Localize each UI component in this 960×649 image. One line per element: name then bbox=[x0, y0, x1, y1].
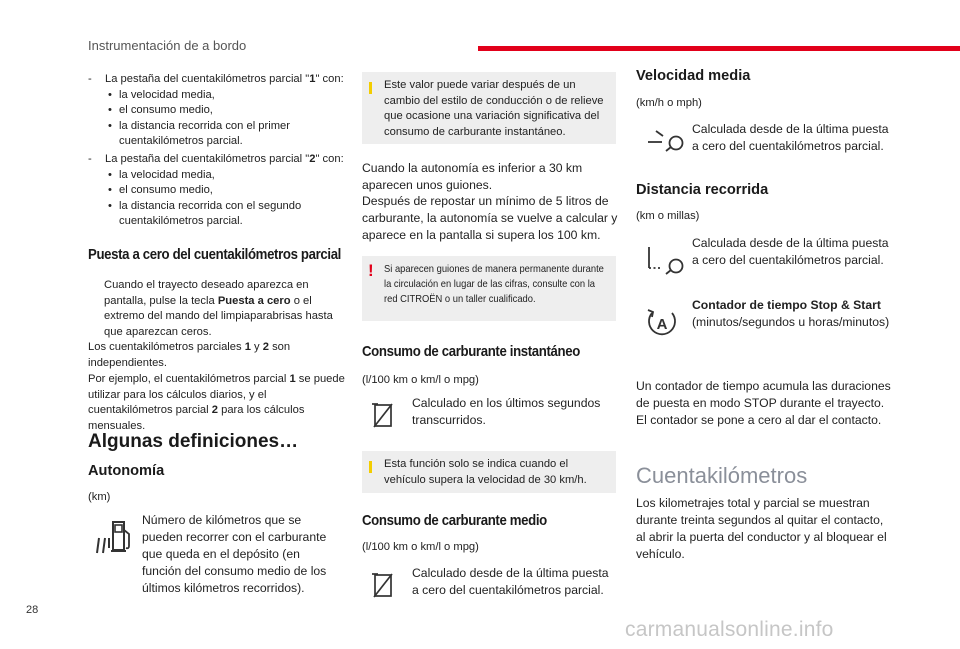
distance-text: Calculada desde de la última puesta a cero del cuentakilómetros parcial. bbox=[692, 236, 889, 267]
average-consumption-heading: Consumo de carburante medio bbox=[362, 512, 547, 529]
list-item: • el consumo medio, bbox=[105, 103, 350, 119]
stop-start-para: Un contador de tiempo acumula las duraciones de puesta en modo STOP durante el trayecto. El contador se pone a cero al dar el contacto. bbox=[636, 379, 891, 427]
stop-start-title: Contador de tiempo Stop & Start bbox=[692, 298, 881, 312]
note-text: Esta función solo se indica cuando el vehículo supera la velocidad de 30 km/h. bbox=[384, 458, 587, 486]
watermark: carmanualsonline.info bbox=[625, 618, 834, 641]
info-note-box bbox=[362, 72, 616, 144]
trip-1-list bbox=[105, 88, 350, 150]
running-header-title: Instrumentación de a bordo bbox=[88, 38, 247, 53]
odometer-heading: Cuentakilómetros bbox=[636, 463, 808, 488]
distance-unit: (km o millas) bbox=[636, 210, 700, 222]
svg-text:A: A bbox=[656, 316, 668, 333]
average-speed-text: Calculada desde de la última puesta a cero del cuentakilómetros parcial. bbox=[692, 122, 889, 153]
odometer-text: Los kilometrajes total y parcial se muestran durante treinta segundos al quitar el contacto, al abrir la puerta del conductor y al bloquear el vehículo. bbox=[636, 496, 887, 561]
note-bar bbox=[369, 82, 372, 94]
average-speed-icon bbox=[646, 126, 686, 152]
autonomia-unit: (km) bbox=[88, 491, 111, 503]
instant-consumption-heading: Consumo de carburante instantáneo bbox=[362, 343, 580, 360]
stop-start-icon bbox=[644, 304, 680, 340]
average-consumption-text: Calculado desde de la última puesta a cero del cuentakilómetros parcial. bbox=[412, 566, 609, 597]
reset-heading: Puesta a cero del cuentakilómetros parcial bbox=[88, 246, 341, 263]
trip-2-list bbox=[105, 168, 350, 230]
note-bar bbox=[369, 461, 372, 473]
instant-consumption-text: Calculado en los últimos segundos transcurridos. bbox=[412, 396, 601, 427]
list-item: • la velocidad media, bbox=[105, 168, 350, 184]
distance-heading: Distancia recorrida bbox=[636, 182, 769, 198]
page-number: 28 bbox=[26, 604, 39, 616]
fuel-pump-range-icon bbox=[94, 518, 134, 556]
autonomia-text: Número de kilómetros que se pueden recorrer con el carburante que queda en el depósito (en función del consumo medio de los últimos kilómetros recorridos). bbox=[142, 513, 327, 595]
average-speed-unit: (km/h o mph) bbox=[636, 97, 702, 109]
average-speed-heading: Velocidad media bbox=[636, 68, 751, 84]
autonomia-heading: Autonomía bbox=[88, 463, 165, 479]
info-note-box bbox=[362, 451, 616, 493]
reset-para-2: Por ejemplo, el cuentakilómetros parcial 1 se puede utilizar para los cálculos diarios, y el cuentakilómetros parcial 2 para los cálculos mensuales. bbox=[88, 373, 345, 432]
definitions-heading: Algunas definiciones… bbox=[88, 431, 299, 452]
warning-text: Si aparecen guiones de manera permanente durante la circulación en lugar de las cifras, consulte con la red CITROËN o un taller cualificado. bbox=[384, 264, 604, 305]
note-text: Este valor puede variar después de un cambio del estilo de conducción o de relieve que ocasione una variación significativa del consumo de carburante instantáneo. bbox=[384, 79, 604, 138]
fuel-consumption-icon bbox=[372, 570, 396, 600]
range-para-1: Cuando la autonomía es inferior a 30 km aparecen unos guiones. bbox=[362, 161, 583, 192]
list-item: • la distancia recorrida con el primer cuentakilómetros parcial. bbox=[105, 119, 350, 150]
warning-box bbox=[362, 256, 616, 321]
stop-start-block bbox=[692, 297, 896, 331]
dash-item-trip-2: - La pestaña del cuentakilómetros parcial "2" con: • la velocidad media, • el consumo medio, • la distancia recorrida con el segundo cuentakilómetros parcial. bbox=[88, 152, 350, 230]
instant-consumption-unit: (l/100 km o km/l o mpg) bbox=[362, 374, 479, 386]
warning-icon: ! bbox=[368, 261, 374, 280]
average-consumption-unit: (l/100 km o km/l o mpg) bbox=[362, 541, 479, 553]
distance-icon bbox=[646, 244, 686, 276]
reset-step: Cuando el trayecto deseado aparezca en pantalla, pulse la tecla Puesta a cero o el extremo del mando del limpiaparabrisas hasta que aparezcan ceros. bbox=[104, 279, 333, 338]
list-item: • el consumo medio, bbox=[105, 183, 350, 199]
stop-start-unit: (minutos/segundos u horas/minutos) bbox=[692, 315, 890, 329]
range-para-2: Después de repostar un mínimo de 5 litros de carburante, la autonomía se vuelve a calcular y aparece en la pantalla si supera los 100 km. bbox=[362, 194, 618, 242]
dash-item-trip-1: - La pestaña del cuentakilómetros parcial "1" con: • la velocidad media, • el consumo medio, • la distancia recorrida con el primer cuentakilómetros parcial. bbox=[88, 72, 350, 150]
list-item: • la distancia recorrida con el segundo cuentakilómetros parcial. bbox=[105, 199, 350, 230]
fuel-consumption-icon bbox=[372, 400, 396, 430]
list-item: • la velocidad media, bbox=[105, 88, 350, 104]
reset-para-1: Los cuentakilómetros parciales 1 y 2 son independientes. bbox=[88, 341, 291, 369]
header-accent-rule bbox=[478, 46, 960, 51]
